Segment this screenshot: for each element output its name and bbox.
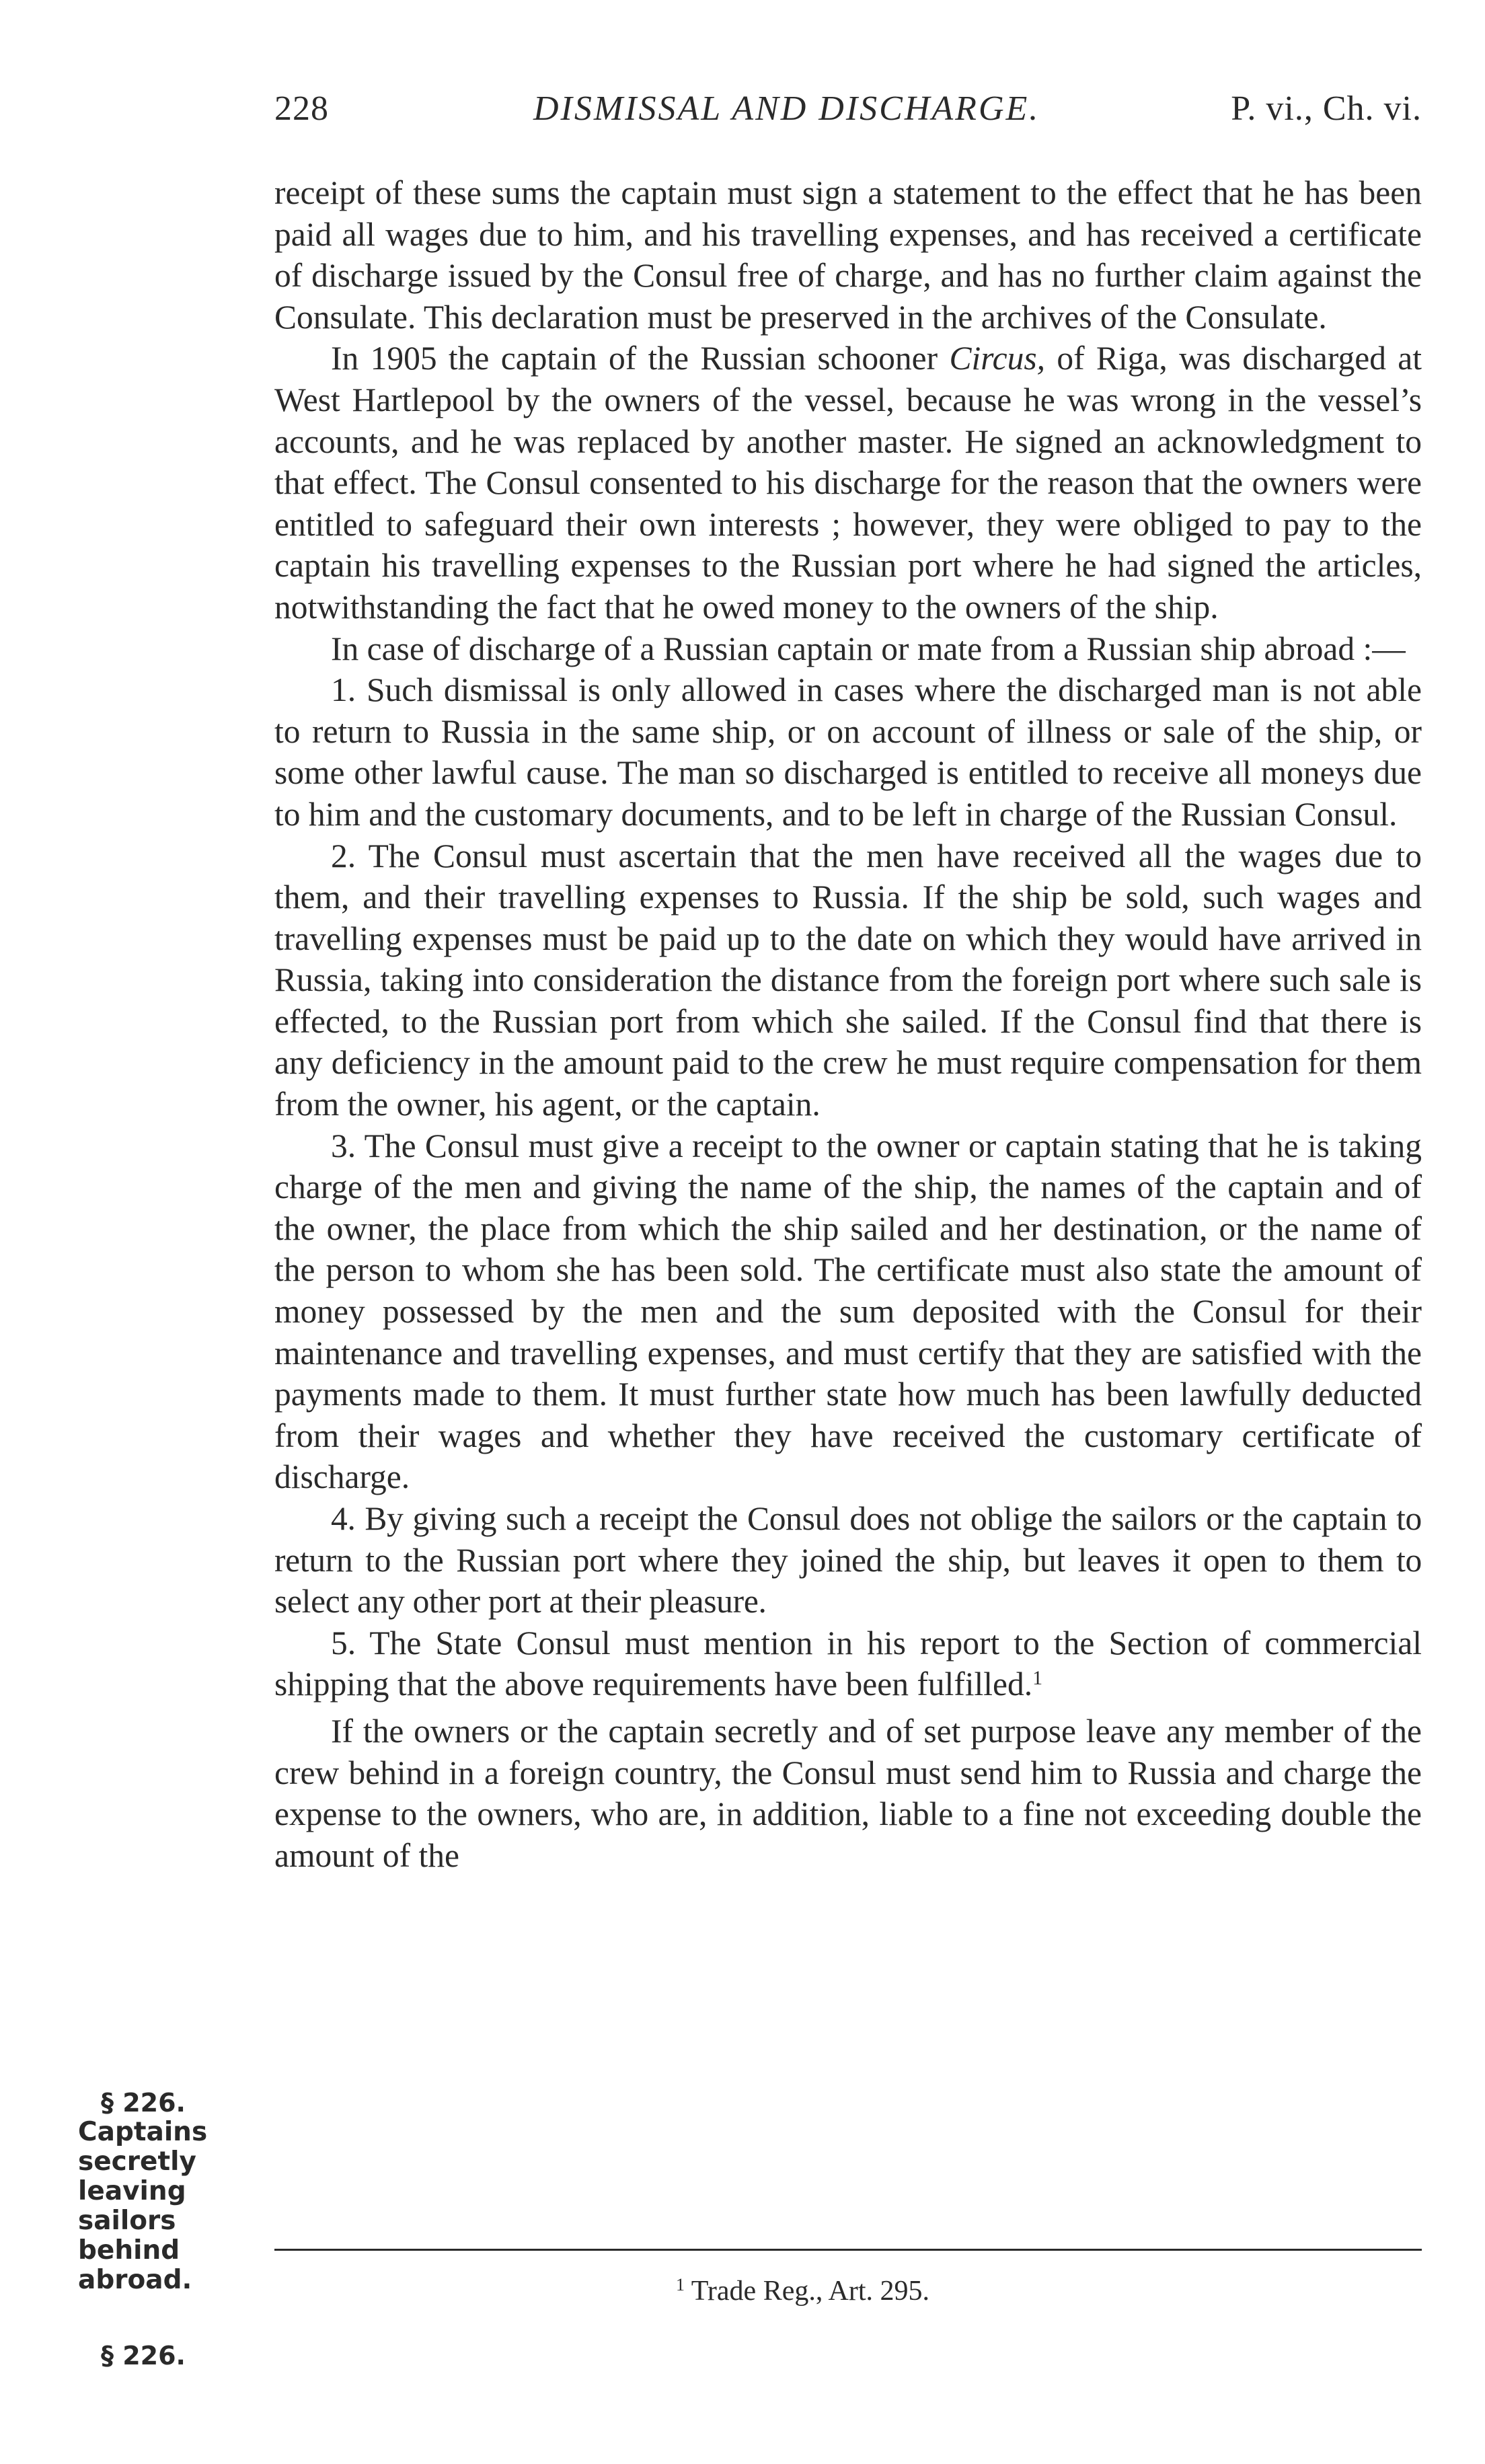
footnote-rule bbox=[274, 2249, 1422, 2251]
paragraph-section-226: If the owners or the captain secretly and of set purpose leave any member of the crew behind in a foreign country, the Consul must send him to Russia and charge the expense to the owners, who are, in addition, liable to a fine not exceeding double the amount of the bbox=[274, 1712, 1422, 1874]
footnote-text: Trade Reg., Art. 295. bbox=[691, 2276, 930, 2307]
sidenote-section-number: § 226. bbox=[101, 2088, 186, 2118]
sidenote-title: Captains secretly leaving sailors behind abroad. bbox=[78, 2117, 208, 2295]
footnote bbox=[676, 2271, 929, 2311]
paragraph-text: 5. The State Consul must mention in his report to the Section of commercial shipping that the above requirements have been fulfilled. bbox=[274, 1624, 1422, 1703]
footnote-mark: 1 bbox=[676, 2275, 685, 2294]
paragraph-text: In 1905 the captain of the Russian schooner bbox=[331, 340, 950, 377]
paragraph-continued: receipt of these sums the captain must sign a statement to the effect that he has been paid all wages due to him, and his travelling expenses, and has received a certificate of discharge issued by the Consul free of charge, and has no further claim against the Consulate. This declaration must be preserved in the archives of the Consulate. bbox=[274, 174, 1422, 336]
running-header bbox=[274, 82, 1422, 136]
paragraph-item-5 bbox=[274, 1622, 1422, 1705]
paragraph-text: of Riga, was discharged at West Hartlepool by the owners of the vessel, because he was wrong in the vessel’s accounts, and he was replaced by another master. He signed an acknowledgment to that effect. The Consul consented to his discharge for the reason that the owners were entitled to safeguard their own interests ; however, they were obliged to pay to the captain his travelling expenses to the Russian port where he had signed the articles, notwithstanding the fact that he owed money to the owners of the ship. bbox=[274, 340, 1422, 626]
paragraph-item-1: 1. Such dismissal is only allowed in cases where the discharged man is not able to return to Russia in the same ship, or on account of illness or sale of the ship, or some other lawful cause. The man so discharged is entitled to receive all moneys due to him and the customary documents, and to be left in charge of the Russian Consul. bbox=[274, 671, 1422, 833]
paragraph-circus-case bbox=[274, 338, 1422, 628]
body-text bbox=[274, 172, 1422, 1876]
paragraph-item-4: 4. By giving such a receipt the Consul does not oblige the sailors or the captain to return to the Russian port where they joined the ship, but leaves it open to them to select any other port at their pleasure. bbox=[274, 1500, 1422, 1620]
footnote-reference: 1 bbox=[1032, 1667, 1043, 1690]
paragraph-item-2: 2. The Consul must ascertain that the men have received all the wages due to them, and their travelling expenses to Russia. If the ship be sold, such wages and travelling expenses must be paid up to the date on which they would have arrived in Russia, taking into consideration the distance from the foreign port where such sale is effected, to the Russian port from which she sailed. If the Consul find that there is any deficiency in the amount paid to the crew he must require compensation for them from the owner, his agent, or the captain. bbox=[274, 837, 1422, 1123]
chapter-title: DISMISSAL AND DISCHARGE. bbox=[533, 89, 1040, 128]
paragraph-item-3: 3. The Consul must give a receipt to the owner or captain stating that he is taking charge of the men and giving the name of the ship, the names of the captain and of the owner, the place from which the ship sailed and her destination, or the name of the person to whom she has been sold. The certificate must also state the amount of money possessed by the men and the sum deposited with the Consul for their maintenance and travelling expenses, and must certify that they are satisfied with the payments made to them. It must further state how much has been lawfully deducted from their wages and whether they have received the customary certificate of discharge. bbox=[274, 1127, 1422, 1496]
page-number: 228 bbox=[274, 89, 329, 128]
bottom-margin-section-label: § 226. bbox=[101, 2341, 186, 2370]
ship-name: Circus, bbox=[949, 340, 1046, 377]
part-chapter-reference: P. vi., Ch. vi. bbox=[1231, 89, 1422, 128]
paragraph-discharge-intro: In case of discharge of a Russian captain or mate from a Russian ship abroad :— bbox=[331, 630, 1406, 667]
